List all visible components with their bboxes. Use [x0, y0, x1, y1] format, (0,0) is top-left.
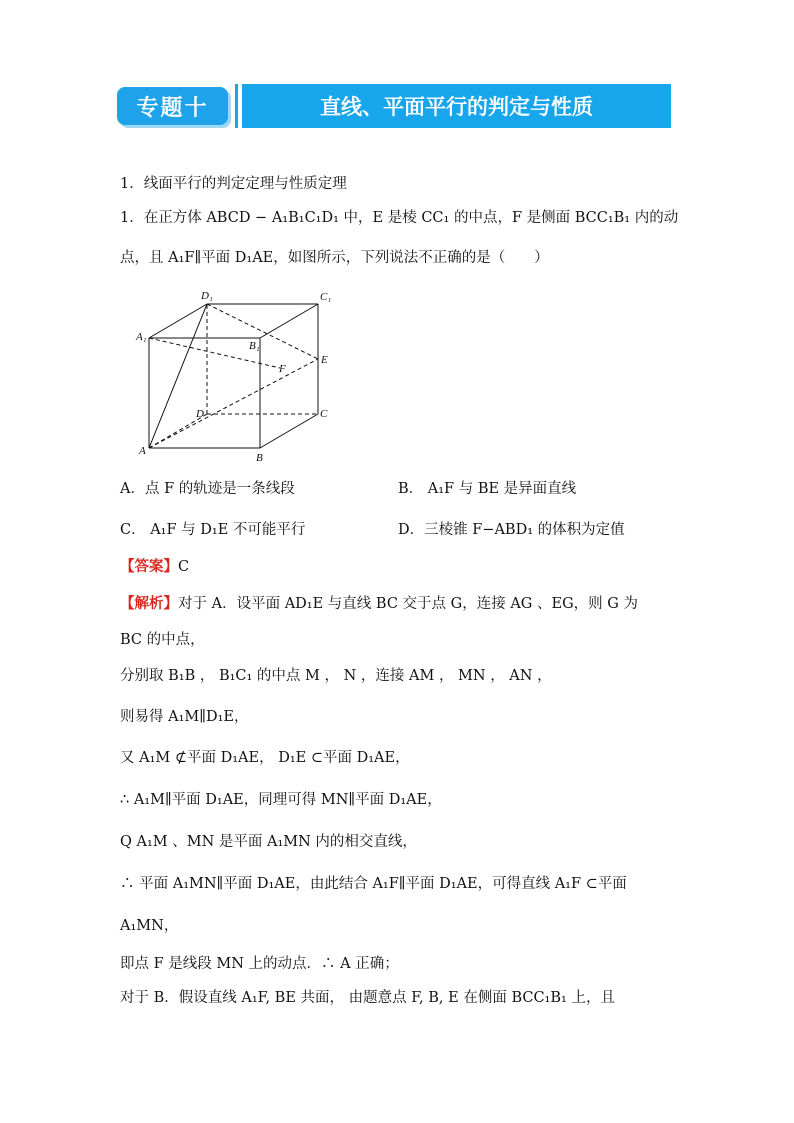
topic-title: 直线、平面平行的判定与性质	[242, 84, 671, 128]
label-C1: C₁	[320, 291, 332, 303]
analysis-line-2: BC 的中点，	[120, 632, 205, 648]
analysis-line-8: ∴ 平面 A₁MN∥平面 D₁AE，由此结合 A₁F∥平面 D₁AE，可得直线 A₁F ⊂平面	[120, 876, 627, 892]
analysis-line-7: Q A₁M 、MN 是平面 A₁MN 内的相交直线，	[120, 834, 417, 850]
answer-label: 【答案】	[120, 558, 178, 575]
banner-divider	[235, 84, 238, 128]
label-D1: D₁	[201, 290, 213, 302]
analysis-line-11: 对于 B．假设直线 A₁F, BE 共面， 由题意点 F, B, E 在侧面 BCC₁B₁ 上，且	[120, 990, 615, 1006]
analysis-line-6: ∴ A₁M∥平面 D₁AE，同理可得 MN∥平面 D₁AE，	[120, 792, 442, 808]
hidden-D1-E	[207, 304, 318, 359]
answer-row	[120, 557, 189, 577]
option-a: A．点 F 的轨迹是一条线段	[120, 481, 295, 497]
question-line-2: 点，且 A₁F∥平面 D₁AE，如图所示，下列说法不正确的是（ ）	[120, 250, 549, 266]
option-b: B． A₁F 与 BE 是异面直线	[398, 481, 577, 497]
topic-tag: 专题十	[117, 87, 228, 125]
edge-C-B	[260, 414, 318, 448]
section-heading: 1．线面平行的判定定理与性质定理	[120, 176, 347, 192]
answer-value: C	[178, 559, 190, 575]
analysis-label: 【解析】	[120, 595, 178, 612]
edge-C1-B1	[260, 304, 318, 338]
option-c: C． A₁F 与 D₁E 不可能平行	[120, 522, 306, 538]
analysis-line-9: A₁MN，	[120, 918, 179, 934]
line-A-D1	[149, 304, 207, 448]
label-D: D	[196, 408, 204, 420]
question-line-1: 1．在正方体 ABCD − A₁B₁C₁D₁ 中，E 是棱 CC₁ 的中点，F 是侧面 BCC₁B₁ 内的动	[120, 210, 679, 226]
label-C: C	[320, 408, 328, 420]
analysis-line-4: 则易得 A₁M∥D₁E，	[120, 709, 249, 725]
analysis-line-5: 又 A₁M ⊄平面 D₁AE， D₁E ⊂平面 D₁AE，	[120, 750, 410, 766]
label-A1: A₁	[136, 331, 147, 343]
analysis-text-1: 对于 A．设平面 AD₁E 与直线 BC 交于点 G，连接 AG 、EG，则 G 为	[178, 596, 638, 612]
label-B: B	[256, 452, 263, 464]
hidden-A-E	[149, 359, 318, 448]
title-banner	[117, 84, 671, 130]
analysis-line-10: 即点 F 是线段 MN 上的动点．∴ A 正确；	[120, 956, 399, 972]
label-B1: B₁	[249, 340, 260, 352]
label-E: E	[321, 354, 328, 366]
label-F: F	[279, 363, 286, 375]
cube-figure	[130, 286, 340, 464]
analysis-line-3: 分别取 B₁B ， B₁C₁ 的中点 M ， N ，连接 AM ， MN ， AN ，	[120, 668, 552, 684]
edge-A1-D1	[149, 304, 207, 338]
option-d: D．三棱锥 F−ABD₁ 的体积为定值	[398, 522, 625, 538]
analysis-line-1	[120, 594, 638, 614]
label-A: A	[139, 445, 146, 457]
